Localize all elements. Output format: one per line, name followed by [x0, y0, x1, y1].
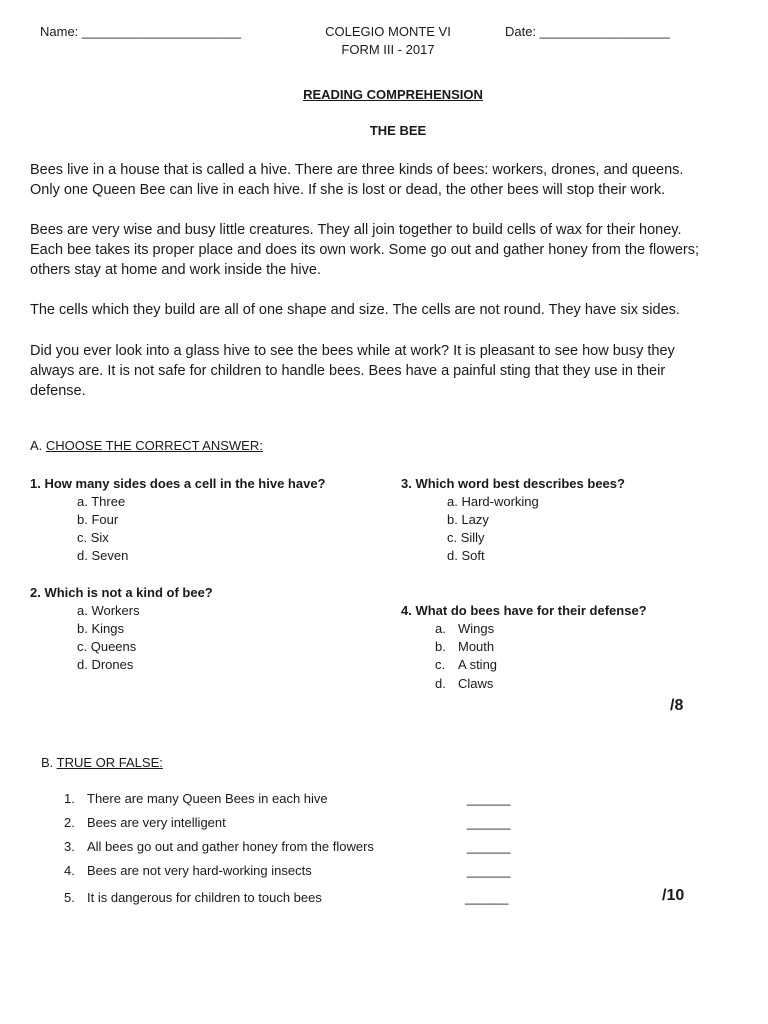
q4-option-b-text: Mouth	[458, 639, 495, 654]
section-a-heading	[30, 438, 263, 453]
q1-option-a: a. Three	[77, 494, 126, 509]
paragraph-1	[30, 160, 750, 200]
q2-option-d: d. Drones	[77, 657, 134, 672]
q1-option-c: c. Six	[77, 530, 109, 545]
q4-option-c-text: A sting	[458, 657, 498, 672]
q3-option-a: a. Hard-working	[447, 494, 539, 509]
section-b-heading	[41, 755, 163, 770]
q4-option-d-text: Claws	[458, 676, 494, 691]
q4-option-a-letter: a.	[435, 621, 446, 636]
tf-item-3-number: 3.	[64, 839, 75, 854]
paragraph-4	[30, 341, 750, 401]
q3-option-d: d. Soft	[447, 548, 485, 563]
paragraph-line: The cells which they build are all of one shape and size. The cells are not round. They have six sides.	[30, 302, 680, 318]
q4-option-d-letter: d.	[435, 676, 446, 691]
tf-item-5-text: It is dangerous for children to touch bees	[87, 890, 322, 905]
q2-option-c: c. Queens	[77, 639, 137, 654]
section-title: READING COMPREHENSION	[303, 87, 483, 102]
tf-item-2-text: Bees are very intelligent	[87, 815, 226, 830]
tf-item-3-text: All bees go out and gather honey from the flowers	[87, 839, 374, 854]
paragraph-line: Bees live in a house that is called a hive. There are three kinds of bees: workers, drones, and queens.	[30, 162, 684, 178]
q4-option-b-letter: b.	[435, 639, 446, 654]
name-field-label: Name: ______________________	[40, 24, 241, 39]
paragraph-line: Bees are very wise and busy little creatures. They all join together to build cells of wax for their honey.	[30, 222, 682, 238]
paragraph-line: Only one Queen Bee can live in each hive. If she is lost or dead, the other bees will stop their work.	[30, 182, 666, 198]
section-a-score: /8	[670, 697, 684, 714]
paragraph-line: Each bee takes its proper place and does its own work. Some go out and gather honey from the flowers;	[30, 242, 699, 258]
tf-item-5-number: 5.	[64, 890, 75, 905]
question-4: 4. What do bees have for their defense?	[401, 603, 647, 618]
date-field-label: Date: __________________	[505, 24, 670, 39]
question-1: 1. How many sides does a cell in the hive have?	[30, 476, 326, 491]
q4-option-c-letter: c.	[435, 657, 446, 672]
tf-item-2-blank[interactable]: ______	[467, 815, 511, 830]
q3-option-c: c. Silly	[447, 530, 485, 545]
section-b-prefix: B.	[41, 755, 57, 770]
paragraph-line: defense.	[30, 383, 86, 399]
school-name: COLEGIO MONTE VI	[325, 24, 451, 39]
q3-option-b: b. Lazy	[447, 512, 489, 527]
paragraph-line: always are. It is not safe for children to handle bees. Bees have a painful sting that they use in their	[30, 363, 666, 379]
section-b-score: /10	[662, 887, 685, 904]
paragraph-line: others stay at home and work inside the hive.	[30, 262, 321, 278]
question-2: 2. Which is not a kind of bee?	[30, 585, 213, 600]
tf-item-4-text: Bees are not very hard-working insects	[87, 863, 312, 878]
q1-option-b: b. Four	[77, 512, 119, 527]
q2-option-a: a. Workers	[77, 603, 140, 618]
story-title: THE BEE	[369, 123, 427, 138]
tf-item-2-number: 2.	[64, 815, 75, 830]
tf-item-3-blank[interactable]: ______	[467, 839, 511, 854]
tf-item-1-blank[interactable]: ______	[467, 791, 511, 806]
tf-item-1-text: There are many Queen Bees in each hive	[87, 791, 328, 806]
tf-item-4-blank[interactable]: ______	[467, 863, 511, 878]
paragraph-2	[30, 220, 750, 280]
tf-item-1-number: 1.	[64, 791, 75, 806]
q4-option-a-text: Wings	[458, 621, 495, 636]
section-a-prefix: A.	[30, 438, 46, 453]
q1-option-d: d. Seven	[77, 548, 129, 563]
q2-option-b: b. Kings	[77, 621, 124, 636]
section-b-title: TRUE OR FALSE:	[56, 755, 163, 770]
tf-item-5-blank[interactable]: ______	[465, 890, 509, 905]
paragraph-line: Did you ever look into a glass hive to see the bees while at work? It is pleasant to see how busy they	[30, 343, 675, 359]
paragraph-3	[30, 300, 750, 320]
question-3: 3. Which word best describes bees?	[401, 476, 625, 491]
section-a-title: CHOOSE THE CORRECT ANSWER:	[45, 438, 263, 453]
form-year: FORM III - 2017	[341, 42, 435, 57]
tf-item-4-number: 4.	[64, 863, 75, 878]
